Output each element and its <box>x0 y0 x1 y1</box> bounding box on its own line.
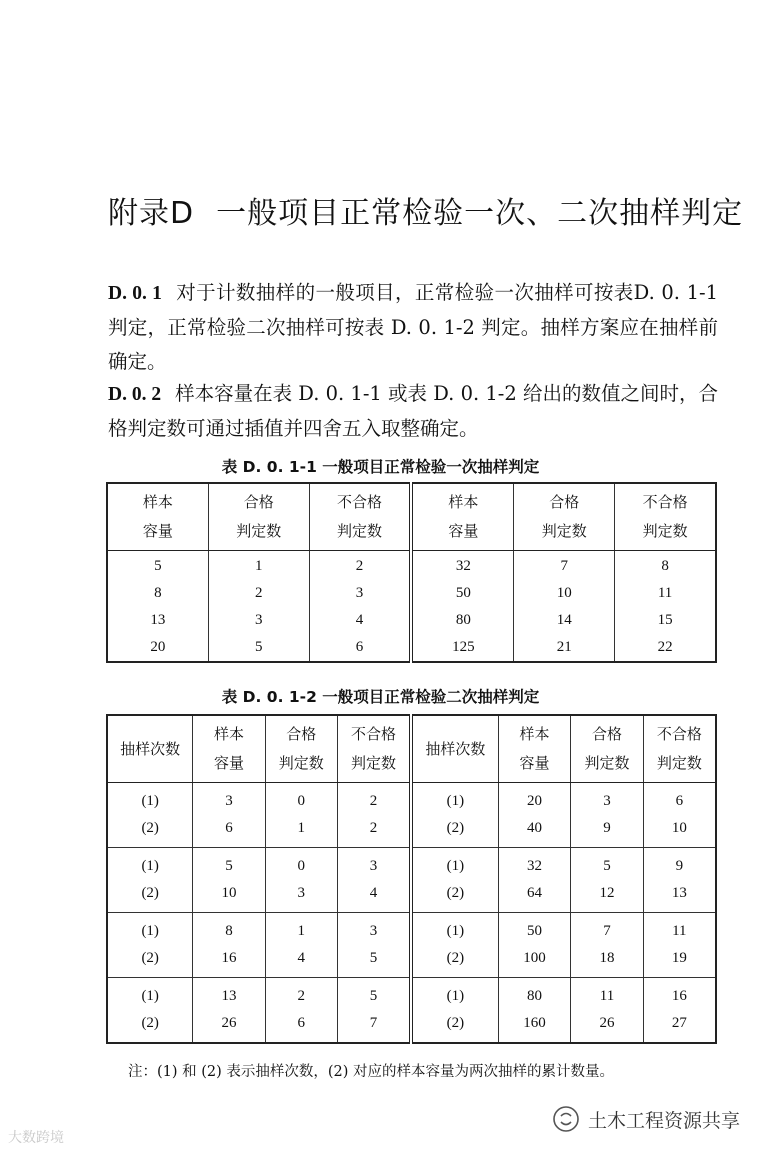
table-cell: 14 <box>514 607 615 634</box>
table-cell: 100 <box>498 945 571 978</box>
table-cell: 1 <box>208 551 309 581</box>
table-cell: 3 <box>309 580 411 607</box>
appendix-title: 一般项目正常检验一次、二次抽样判定 <box>216 196 744 231</box>
table-cell: (1) <box>141 793 159 809</box>
header-cell: 抽样次数 <box>411 715 498 783</box>
table-cell: (1) <box>107 978 193 1011</box>
table-cell: 20 <box>498 783 571 816</box>
table2-caption: 表 D. 0. 1-2 一般项目正常检验二次抽样判定 <box>221 688 540 706</box>
table1-caption: 表 D. 0. 1-1 一般项目正常检验一次抽样判定 <box>221 458 540 476</box>
table-cell: 32 <box>498 848 571 881</box>
table-cell: 3 <box>337 913 411 946</box>
table-cell: 32 <box>411 551 513 581</box>
table-row <box>107 978 716 1011</box>
table-cell: 9 <box>643 848 716 881</box>
table-cell: 11 <box>615 580 716 607</box>
table-cell: (2) <box>411 815 498 848</box>
table-cell: (2) <box>411 945 498 978</box>
table-cell: 19 <box>643 945 716 978</box>
header-cell: 不合格 判定数 <box>337 715 411 783</box>
table-cell: 11 <box>643 913 716 946</box>
table-cell: 50 <box>411 580 513 607</box>
header-cell: 样本 容量 <box>411 483 513 551</box>
table-cell: (1) <box>411 913 498 946</box>
table-cell: 4 <box>265 945 337 978</box>
header-cell: 合格 判定数 <box>571 715 643 783</box>
table-cell: 20 <box>150 639 166 655</box>
table-cell: 125 <box>411 634 513 662</box>
table-cell: 8 <box>615 551 716 581</box>
table-row <box>107 783 716 816</box>
table-cell: 16 <box>643 978 716 1011</box>
table-cell: 4 <box>309 607 411 634</box>
clause-d01 <box>108 276 718 379</box>
table-cell: 6 <box>643 783 716 816</box>
table-cell: 18 <box>571 945 643 978</box>
table-cell: 22 <box>615 634 716 662</box>
table-row <box>107 607 716 634</box>
table-cell: (1) <box>411 848 498 881</box>
table-cell: 5 <box>154 558 162 574</box>
table-cell: 15 <box>615 607 716 634</box>
table-cell: 7 <box>337 1010 411 1043</box>
table-row <box>107 848 716 881</box>
table-cell: (2) <box>141 820 159 836</box>
table-row <box>107 580 716 607</box>
table-cell: 6 <box>309 634 411 662</box>
table-cell: 13 <box>193 978 265 1011</box>
clause-text: 对于计数抽样的一般项目，正常检验一次抽样可按表D. 0. 1-1 判定，正常检验二次抽样可按表 D. 0. 1-2 判定。抽样方案应在抽样前确定。 <box>108 281 718 373</box>
table-cell: 12 <box>571 880 643 913</box>
table-cell: (2) <box>141 885 159 901</box>
table-cell: 13 <box>643 880 716 913</box>
table-cell: (1) <box>107 848 193 881</box>
table-cell: (1) <box>107 913 193 946</box>
table-cell: 80 <box>498 978 571 1011</box>
table-note: 注：(1) 和 (2) 表示抽样次数，(2) 对应的样本容量为两次抽样的累计数量。 <box>128 1064 615 1080</box>
table-cell: 6 <box>193 815 265 848</box>
table-cell: 21 <box>514 634 615 662</box>
table-cell: 3 <box>571 783 643 816</box>
table-cell: 0 <box>265 783 337 816</box>
watermark-right-text: 土木工程资源共享 <box>588 1109 741 1132</box>
header-cell: 合格 判定数 <box>208 483 309 551</box>
table-cell: 3 <box>337 848 411 881</box>
header-cell: 样本 容量 <box>107 483 208 551</box>
single-sampling-table <box>106 482 717 663</box>
table-cell: 3 <box>265 880 337 913</box>
table-cell: 8 <box>193 913 265 946</box>
table-cell: 10 <box>193 880 265 913</box>
table-row <box>107 551 716 581</box>
table-cell: 1 <box>265 815 337 848</box>
table-cell: 11 <box>571 978 643 1011</box>
table-row <box>107 1010 716 1043</box>
table-cell: 5 <box>571 848 643 881</box>
table-cell: 6 <box>265 1010 337 1043</box>
table-cell: 2 <box>337 783 411 816</box>
table-cell: 2 <box>208 580 309 607</box>
table-cell: 5 <box>337 945 411 978</box>
table-cell: (2) <box>411 880 498 913</box>
wechat-watermark <box>552 1105 740 1133</box>
watermark-left: 大数跨境 <box>8 1130 64 1146</box>
wechat-icon <box>552 1105 580 1133</box>
table-cell: 8 <box>154 585 162 601</box>
header-cell: 合格 判定数 <box>514 483 615 551</box>
table-cell: 0 <box>265 848 337 881</box>
table-cell: 7 <box>571 913 643 946</box>
header-cell: 不合格 判定数 <box>309 483 411 551</box>
table-cell: 26 <box>193 1010 265 1043</box>
table-cell: 7 <box>514 551 615 581</box>
table-cell: 160 <box>498 1010 571 1043</box>
table-cell: 2 <box>337 815 411 848</box>
table-cell: 26 <box>571 1010 643 1043</box>
table-row <box>107 815 716 848</box>
header-cell: 抽样次数 <box>107 715 193 783</box>
table-cell: 2 <box>265 978 337 1011</box>
header-cell: 不合格 判定数 <box>615 483 716 551</box>
table-cell: (2) <box>141 1015 159 1031</box>
table-cell: 5 <box>193 848 265 881</box>
header-cell: 样本 容量 <box>498 715 571 783</box>
clause-number: D. 0. 2 <box>108 384 162 405</box>
table-cell: 5 <box>337 978 411 1011</box>
table-cell: (2) <box>141 950 159 966</box>
appendix-label: 附录D <box>108 196 195 231</box>
table-row <box>107 913 716 946</box>
table-cell: (2) <box>411 1010 498 1043</box>
table-cell: 5 <box>208 634 309 662</box>
table-cell: 3 <box>193 783 265 816</box>
table-cell: 80 <box>411 607 513 634</box>
table-cell: 9 <box>571 815 643 848</box>
page-title <box>108 188 743 232</box>
table-cell: 4 <box>337 880 411 913</box>
table-row <box>107 945 716 978</box>
table-row <box>107 634 716 662</box>
table-cell: 1 <box>265 913 337 946</box>
table-cell: 3 <box>208 607 309 634</box>
table-cell: 2 <box>309 551 411 581</box>
header-cell: 合格 判定数 <box>265 715 337 783</box>
clause-number: D. 0. 1 <box>108 283 162 304</box>
table-cell: 10 <box>643 815 716 848</box>
clause-d02 <box>108 377 718 446</box>
header-cell: 样本 容量 <box>193 715 265 783</box>
header-cell: 不合格 判定数 <box>643 715 716 783</box>
table-cell: 16 <box>193 945 265 978</box>
table-cell: 10 <box>514 580 615 607</box>
double-sampling-table <box>106 714 717 1044</box>
table-cell: 64 <box>498 880 571 913</box>
table-cell: 13 <box>150 612 166 628</box>
table-row <box>107 880 716 913</box>
table-cell: (1) <box>411 783 498 816</box>
table-cell: 27 <box>643 1010 716 1043</box>
clause-text: 样本容量在表 D. 0. 1-1 或表 D. 0. 1-2 给出的数值之间时，合格判定数可通过插值并四舍五入取整确定。 <box>108 382 718 440</box>
table-cell: 50 <box>498 913 571 946</box>
table-cell: (1) <box>411 978 498 1011</box>
table-cell: 40 <box>498 815 571 848</box>
